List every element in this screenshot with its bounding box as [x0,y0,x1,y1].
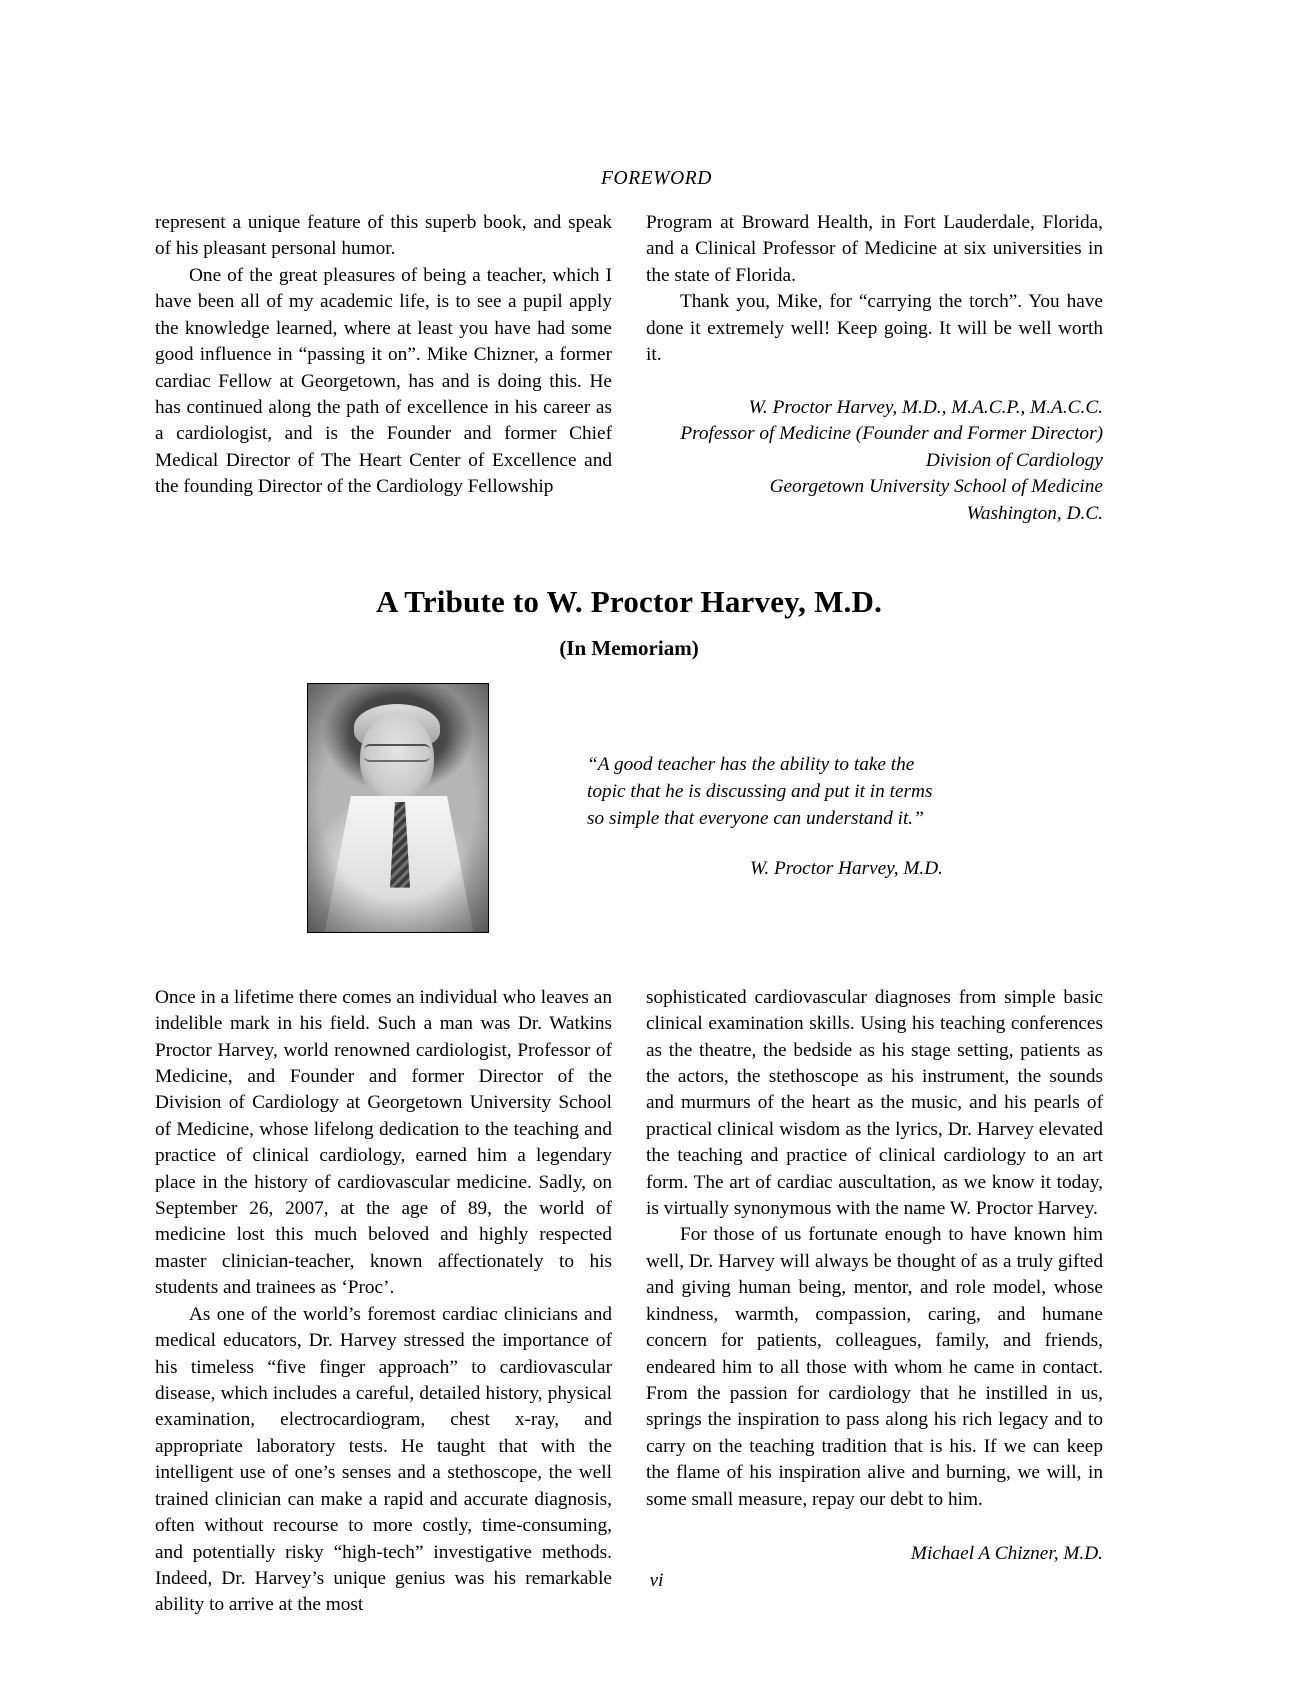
signature-line: Professor of Medicine (Founder and Former Director) [680,423,1103,445]
signature-line: Division of Cardiology [925,449,1103,471]
paragraph: As one of the world’s foremost cardiac clinicians and medical educators, Dr. Harvey stressed the importance of his timeless “five finger approach” to cardiovascular disease, which includes a careful, detailed history, physical examination, electrocardiogram, chest x-ray, and appropriate laboratory tests. He taught that with the intelligent use of one’s senses and a stethoscope, the well trained clinician can make a rapid and accurate diagnosis, often without recourse to more costly, time-consuming, and potentially risky “high-tech” investigative methods. Indeed, Dr. Harvey’s unique genius was his remarkable ability to arrive at the most [155,1303,612,1616]
page-number: vi [649,1570,664,1591]
quote-attribution: W. Proctor Harvey, M.D. [750,857,943,879]
tribute-photo-row [155,683,1103,943]
tribute-left-column [155,985,612,1619]
tribute-closing-signature: Michael A Chizner, M.D. [910,1543,1103,1565]
tribute-columns [155,985,1103,1619]
signature-line: W. Proctor Harvey, M.D., M.A.C.P., M.A.C.C. [748,396,1103,418]
signature-line: Georgetown University School of Medicine [769,476,1103,498]
pull-quote [587,751,951,880]
tribute-title: A Tribute to W. Proctor Harvey, M.D. [375,583,883,619]
paragraph: Thank you, Mike, for “carrying the torch”. You have done it extremely well! Keep going. It will be well worth it. [646,291,1103,366]
foreword-left-column [155,210,612,528]
foreword-right-column [646,210,1103,528]
running-head: FOREWORD [601,168,712,189]
paragraph: sophisticated cardiovascular diagnoses from simple basic clinical examination skills. Using his teaching conferences as the theatre, the bedside as his stage setting, patients as the actors, the stethoscope as his instrument, the sounds and murmurs of the heart as the music, and his pearls of practical clinical wisdom as the lyrics, Dr. Harvey elevated the teaching and practice of clinical cardiology to an art form. The art of cardiac auscultation, as we know it today, is virtually synonymous with the name W. Proctor Harvey. [646,986,1103,1220]
portrait-image [308,684,488,932]
paragraph: Program at Broward Health, in Fort Lauderdale, Florida, and a Clinical Professor of Medicine at six universities in the state of Florida. [646,212,1103,286]
portrait-photo [307,683,489,933]
page-content [155,210,1103,1619]
foreword-columns [155,210,1103,528]
quote-text: “A good teacher has the ability to take the topic that he is discussing and put it in terms so simple that everyone can understand it.” [587,753,933,829]
portrait-vignette [308,684,488,932]
foreword-signature [646,395,1103,528]
paragraph: represent a unique feature of this superb book, and speak of his pleasant personal humor. [155,212,612,260]
tribute-subtitle: (In Memoriam) [559,635,699,660]
signature-line: Washington, D.C. [966,503,1103,525]
tribute-right-column [646,985,1103,1619]
paragraph: One of the great pleasures of being a teacher, which I have been all of my academic life, is to see a pupil apply the knowledge learned, where at least you have had some good influence in “passing it on”. Mike Chizner, a former cardiac Fellow at Georgetown, has and is doing this. He has continued along the path of excellence in his career as a cardiologist, and is the Founder and former Chief Medical Director of The Heart Center of Excellence and the founding Director of the Cardiology Fellowship [155,264,612,498]
paragraph: For those of us fortunate enough to have known him well, Dr. Harvey will always be thought of as a truly gifted and giving human being, mentor, and role model, whose kindness, warmth, compassion, caring, and humane concern for patients, colleagues, family, and friends, endeared him to all those with whom he came in contact. From the passion for cardiology that he instilled in us, springs the inspiration to pass along his rich legacy and to carry on the teaching tradition that is his. If we can keep the flame of his inspiration alive and burning, we will, in some small measure, repay our debt to him. [646,1224,1103,1510]
paragraph: Once in a lifetime there comes an individual who leaves an indelible mark in his field. Such a man was Dr. Watkins Proctor Harvey, world renowned cardiologist, Professor of Medicine, and Founder and former Director of the Division of Cardiology at Georgetown University School of Medicine, whose lifelong dedication to the teaching and practice of clinical cardiology, earned him a legendary place in the history of cardiovascular medicine. Sadly, on September 26, 2007, at the age of 89, the world of medicine lost this much beloved and highly respected master clinician-teacher, known affectionately to his students and trainees as ‘Proc’. [155,986,612,1299]
